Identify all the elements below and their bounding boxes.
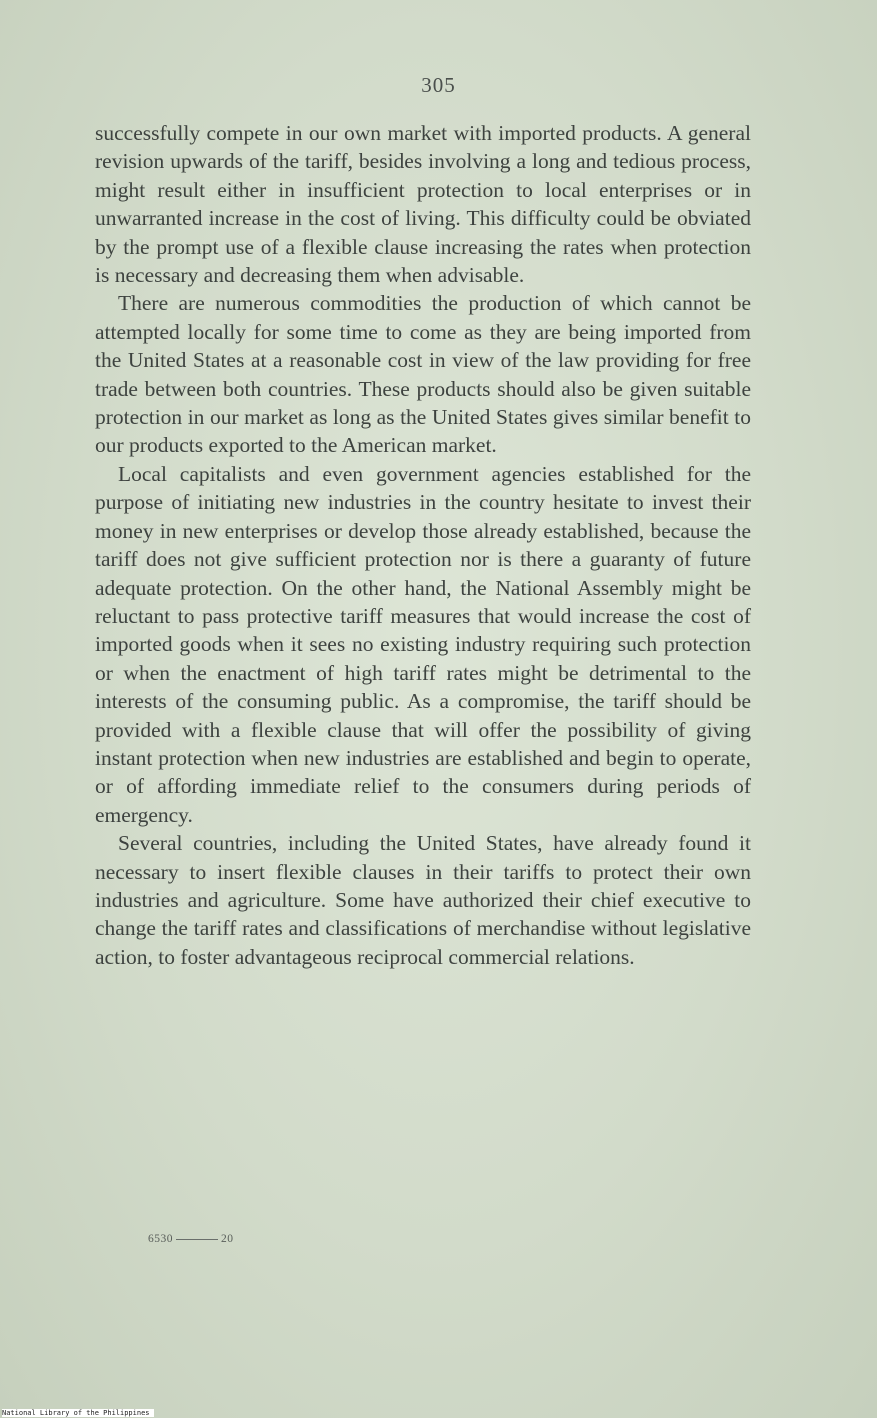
page-number: 305 xyxy=(421,73,456,97)
body-text xyxy=(95,119,751,971)
paragraph-2: There are numerous commodities the production of which cannot be attempted locally for some time to come as they are being imported from the United States at a reasonable cost in view of the law providing for free trade between both countries. These products should also be given suitable protection in our market as long as the United States gives similar benefit to our products exported to the American market. xyxy=(95,291,751,458)
plate-mark-signature: 20 xyxy=(221,1233,234,1245)
paragraph-3: Local capitalists and even government agencies established for the purpose of initiating new industries in the country hesitate to invest their money in new enterprises or develop those already established, because the tariff does not give sufficient protection nor is there a guaranty of future adequate protection. On the other hand, the National Assembly might be reluctant to pass protective tariff measures that would increase the cost of imported goods when it sees no existing industry requiring such protection or when the enactment of high tariff rates might be detrimental to the interests of the consuming public. As a compromise, the tariff should be provided with a flexible clause that will offer the possibility of giving instant protection when new industries are established and begin to operate, or of affording immediate relief to the consumers during periods of emergency. xyxy=(95,461,751,827)
printer-plate-mark xyxy=(148,1233,234,1245)
plate-mark-number: 6530 xyxy=(148,1233,173,1245)
footer-credit: National Library of the Philippines xyxy=(2,1409,154,1417)
plate-mark-dash xyxy=(176,1239,218,1240)
paragraph-1: successfully compete in our own market with imported products. A general revision upwards of the tariff, besides involving a long and tedious process, might result either in insufficient protection to local enterprises or in unwarranted increase in the cost of living. This difficulty could be obviated by the prompt use of a flexible clause increasing the rates when protection is necessary and decreasing them when advisable. xyxy=(95,121,751,288)
paragraph-4: Several countries, including the United States, have already found it necessary to insert flexible clauses in their tariffs to protect their own industries and agriculture. Some have authorized their chief executive to change the tariff rates and classifications of merchandise without legislative action, to foster advantageous reciprocal commercial relations. xyxy=(95,831,751,969)
